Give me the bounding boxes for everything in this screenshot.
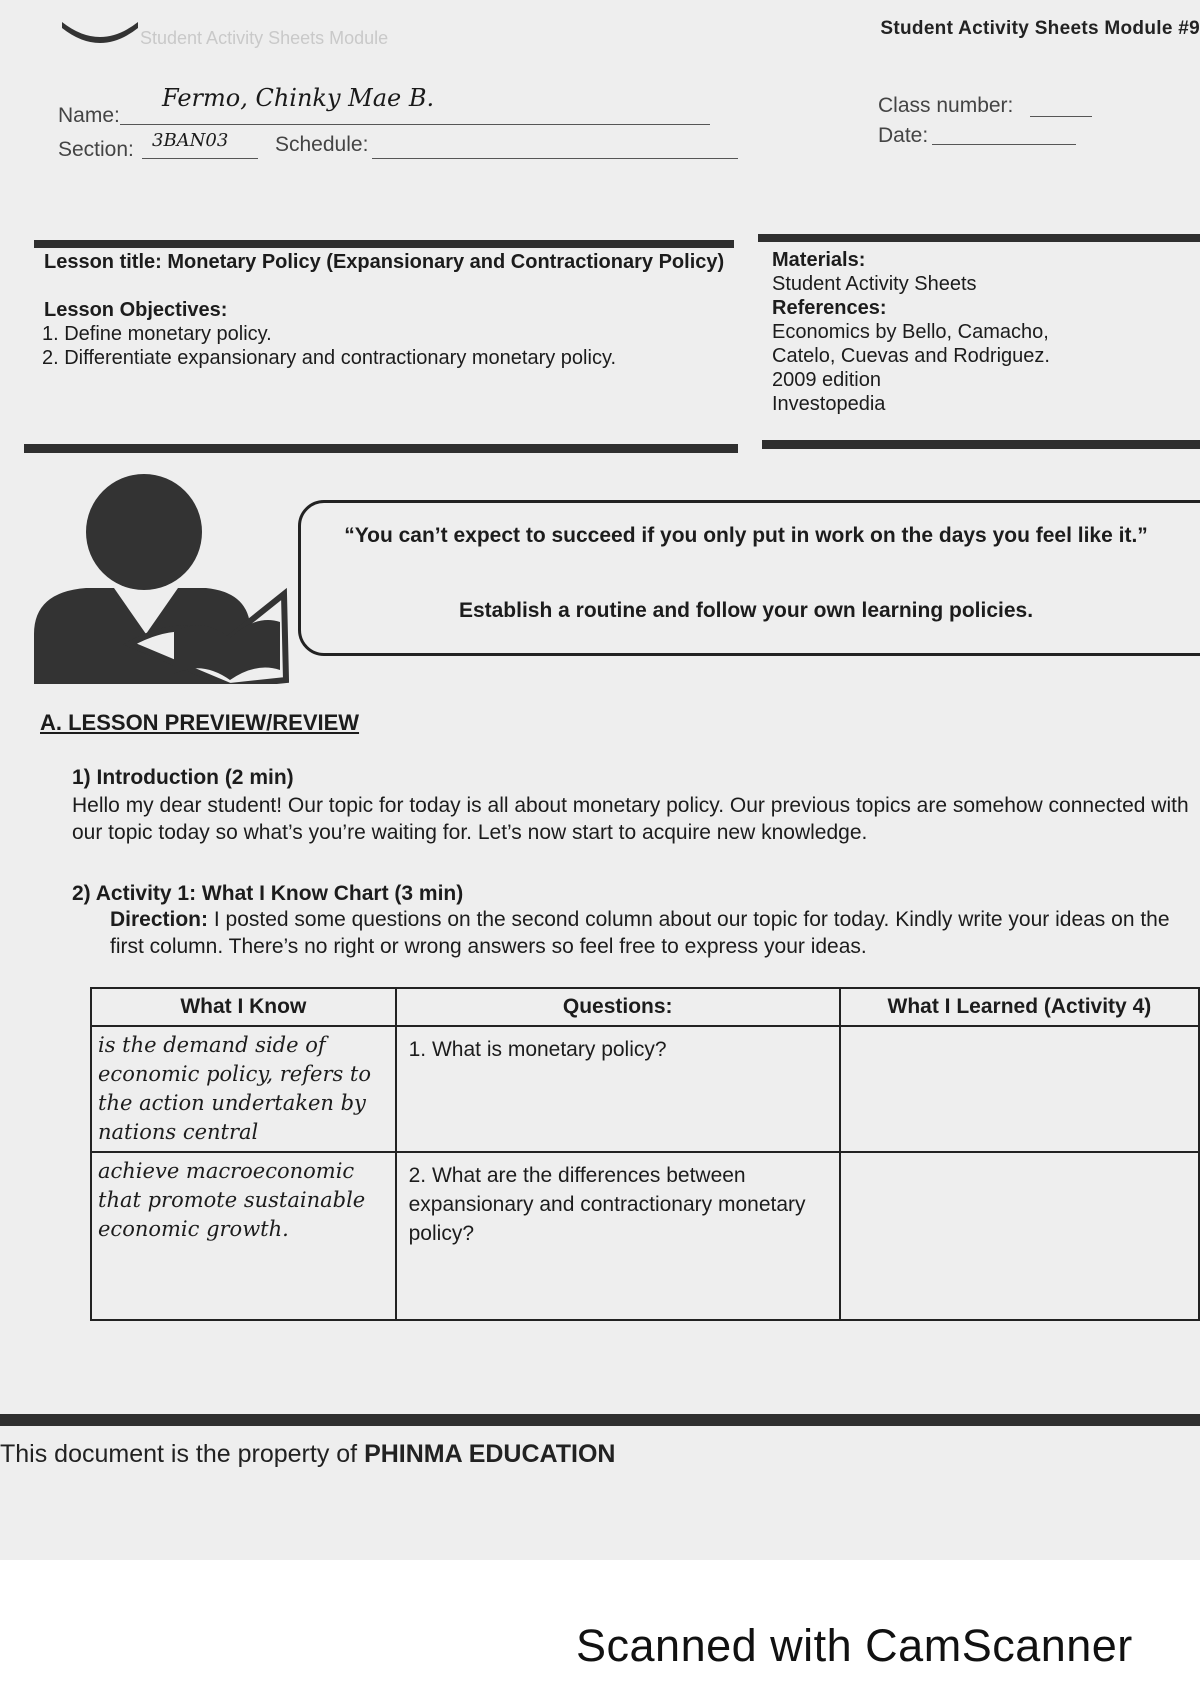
school-logo-icon [60, 22, 140, 48]
reference-line: Investopedia [772, 393, 886, 415]
question-cell: 1. What is monetary policy? [396, 1026, 840, 1152]
name-handwritten: Fermo, Chinky Mae B. [162, 84, 435, 112]
quote-text: “You can’t expect to succeed if you only put in work on the days you feel like it.” [344, 524, 1148, 547]
lesson-title: Lesson title: Monetary Policy (Expansionary and Contractionary Policy) [44, 251, 725, 273]
faded-header-text: Student Activity Sheets Module [140, 28, 389, 48]
reference-line: Economics by Bello, Camacho, [772, 321, 1049, 343]
activity-title: 2) Activity 1: What I Know Chart (3 min) [72, 882, 464, 905]
table-row [91, 1152, 1199, 1320]
what-i-know-answer[interactable]: achieve macroeconomic that promote sustainable economic growth. [91, 1152, 396, 1320]
student-reading-icon [34, 474, 289, 684]
objective-item: 2. Differentiate expansionary and contractionary monetary policy. [42, 347, 617, 369]
class-number-field[interactable] [1030, 94, 1092, 117]
section-handwritten: 3BAN03 [152, 130, 229, 151]
module-title: Student Activity Sheets Module #9 [880, 18, 1200, 39]
direction-body: I posted some questions on the second column about our topic for today. Kindly write your ideas on the first column. There’s no right or wrong answers so feel free to express your ideas. [110, 908, 1170, 958]
name-field[interactable] [120, 84, 710, 125]
what-i-know-answer[interactable]: is the demand side of economic policy, refers to the action undertaken by nations central [91, 1026, 396, 1152]
schedule-label: Schedule: [275, 133, 369, 156]
date-field[interactable] [932, 122, 1076, 145]
table-row [91, 1026, 1199, 1152]
reference-line: Catelo, Cuevas and Rodriguez. [772, 345, 1050, 367]
footer-prefix: This document is the property of [0, 1440, 365, 1468]
footer-owner: PHINMA EDUCATION [364, 1440, 616, 1468]
name-label: Name: [58, 104, 120, 127]
scanner-watermark: Scanned with CamScanner [576, 1620, 1133, 1671]
what-i-know-chart [90, 987, 1200, 1321]
divider-bar [0, 1414, 1200, 1426]
class-number-label: Class number: [878, 94, 1014, 117]
introduction-title: 1) Introduction (2 min) [72, 766, 294, 789]
divider-bar [758, 234, 1200, 242]
reference-line: 2009 edition [772, 369, 881, 391]
references-heading: References: [772, 297, 887, 319]
section-label: Section: [58, 138, 134, 161]
introduction-body: Hello my dear student! Our topic for today is all about monetary policy. Our previous topics are somehow connected with our topic today so what’s you’re waiting for. Let’s now start to acquire new knowledge. [72, 794, 1189, 844]
divider-bar [24, 444, 738, 453]
column-header-what-i-know: What I Know [91, 988, 396, 1026]
question-cell: 2. What are the differences between expansionary and contractionary monetary policy? [396, 1152, 840, 1320]
objective-item: 1. Define monetary policy. [42, 323, 272, 345]
divider-bar [762, 440, 1200, 449]
materials-text: Student Activity Sheets [772, 273, 977, 295]
table-header-row [91, 988, 1199, 1026]
what-i-learned-answer[interactable] [840, 1026, 1199, 1152]
direction-label: Direction: [110, 908, 209, 931]
schedule-field[interactable] [372, 132, 738, 159]
date-label: Date: [878, 124, 929, 147]
objectives-heading: Lesson Objectives: [44, 299, 228, 321]
what-i-learned-answer[interactable] [840, 1152, 1199, 1320]
materials-heading: Materials: [772, 249, 866, 271]
section-a-heading: A. LESSON PREVIEW/REVIEW [40, 710, 360, 735]
column-header-questions: Questions: [396, 988, 840, 1026]
section-field[interactable] [142, 132, 258, 159]
routine-text: Establish a routine and follow your own learning policies. [458, 599, 1034, 622]
activity-direction [110, 906, 1200, 960]
column-header-what-i-learned: What I Learned (Activity 4) [840, 988, 1199, 1026]
divider-bar [34, 240, 734, 248]
quote-box [298, 500, 1200, 656]
footer-ownership [0, 1440, 615, 1469]
